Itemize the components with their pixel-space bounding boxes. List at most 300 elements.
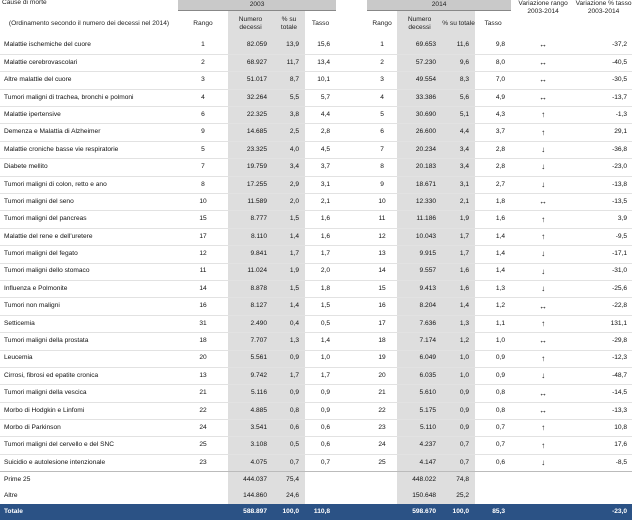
table-row	[0, 37, 632, 54]
rank-change-arrow-icon: ↔	[511, 54, 575, 71]
cell-cause: Morbo di Hodgkin e Linfomi	[0, 402, 178, 419]
cell-rank-2003: 3	[178, 72, 228, 89]
cell-var-tasso: -17,1	[575, 246, 632, 263]
cell-rank-2003: 5	[178, 141, 228, 158]
cell-numero-2003: 8.878	[228, 280, 273, 297]
cell-cause: Tumori maligni del fegato	[0, 246, 178, 263]
cell-tasso-2003: 4,5	[305, 141, 336, 158]
cell-rank-2003: 25	[178, 437, 228, 454]
cell-pct-2003: 4,0	[273, 141, 305, 158]
cell-tasso-2003: 5,7	[305, 89, 336, 106]
cell-tasso-2014: 4,9	[475, 89, 511, 106]
cell-rank-2014: 15	[367, 280, 397, 297]
summary-p14: 25,2	[442, 488, 475, 504]
cell-pct-2014: 5,6	[442, 89, 475, 106]
header-year-2014: 2014	[367, 0, 511, 11]
cell-numero-2003: 8.127	[228, 298, 273, 315]
cell-tasso-2014: 0,7	[475, 437, 511, 454]
cell-var-tasso: -37,2	[575, 37, 632, 54]
header-rango-2003: Rango	[193, 19, 213, 27]
cell-cause: Altre malattie del cuore	[0, 72, 178, 89]
cell-rank-2003: 6	[178, 107, 228, 124]
header-rango-2014: Rango	[372, 19, 392, 27]
rank-change-arrow-icon: ↑	[511, 350, 575, 367]
rank-change-arrow-icon: ↔	[511, 402, 575, 419]
cell-numero-2003: 22.325	[228, 107, 273, 124]
cell-rank-2003: 2	[178, 54, 228, 71]
cell-numero-2003: 14.685	[228, 124, 273, 141]
cell-rank-2003: 13	[178, 367, 228, 384]
rank-change-arrow-icon: ↔	[511, 72, 575, 89]
total-label: Totale	[0, 504, 178, 520]
cell-numero-2014: 9.557	[397, 263, 442, 280]
cell-rank-2003: 15	[178, 211, 228, 228]
total-n03: 588.897	[228, 504, 273, 520]
rank-change-arrow-icon: ↑	[511, 420, 575, 437]
cell-numero-2003: 68.927	[228, 54, 273, 71]
cell-tasso-2003: 1,6	[305, 211, 336, 228]
cell-pct-2014: 3,1	[442, 176, 475, 193]
rank-change-arrow-icon: ↔	[511, 298, 575, 315]
rank-change-arrow-icon: ↔	[511, 89, 575, 106]
cell-numero-2003: 23.325	[228, 141, 273, 158]
total-n14: 598.670	[397, 504, 442, 520]
cell-rank-2003: 12	[178, 246, 228, 263]
header-numero-2003: Numero decessi	[228, 11, 273, 38]
total-t03: 110,8	[305, 504, 336, 520]
cell-tasso-2014: 8,0	[475, 54, 511, 71]
cell-var-tasso: -13,8	[575, 176, 632, 193]
table-row	[0, 367, 632, 384]
cell-var-tasso: -12,3	[575, 350, 632, 367]
cell-rank-2003: 16	[178, 298, 228, 315]
table-row	[0, 385, 632, 402]
cell-numero-2014: 4.237	[397, 437, 442, 454]
cell-var-tasso: 10,8	[575, 420, 632, 437]
cell-rank-2014: 2	[367, 54, 397, 71]
cell-tasso-2003: 13,4	[305, 54, 336, 71]
cell-numero-2003: 11.024	[228, 263, 273, 280]
cell-var-tasso: 3,9	[575, 211, 632, 228]
cell-tasso-2003: 1,7	[305, 367, 336, 384]
cell-cause: Morbo di Parkinson	[0, 420, 178, 437]
rank-change-arrow-icon: ↔	[511, 37, 575, 54]
cell-pct-2003: 1,5	[273, 211, 305, 228]
cell-pct-2014: 1,7	[442, 246, 475, 263]
cell-pct-2003: 0,9	[273, 350, 305, 367]
summary-n03: 144.860	[228, 488, 273, 504]
cell-tasso-2014: 0,9	[475, 350, 511, 367]
table-row	[0, 437, 632, 454]
cell-tasso-2014: 1,1	[475, 315, 511, 332]
table-row	[0, 211, 632, 228]
summary-p03: 24,6	[273, 488, 305, 504]
cell-pct-2003: 5,5	[273, 89, 305, 106]
cell-tasso-2003: 1,5	[305, 298, 336, 315]
cell-numero-2003: 17.255	[228, 176, 273, 193]
cell-rank-2014: 24	[367, 437, 397, 454]
cell-cause: Tumori maligni di trachea, bronchi e polmoni	[0, 89, 178, 106]
cell-pct-2014: 1,0	[442, 367, 475, 384]
cell-pct-2003: 2,5	[273, 124, 305, 141]
rank-change-arrow-icon: ↓	[511, 159, 575, 176]
cell-rank-2003: 4	[178, 89, 228, 106]
cell-numero-2014: 6.035	[397, 367, 442, 384]
cell-cause: Tumori maligni della vescica	[0, 385, 178, 402]
cell-tasso-2014: 1,4	[475, 263, 511, 280]
cell-numero-2014: 11.186	[397, 211, 442, 228]
table-row	[0, 54, 632, 71]
cell-pct-2003: 1,5	[273, 280, 305, 297]
cell-pct-2003: 1,7	[273, 246, 305, 263]
cell-tasso-2014: 0,8	[475, 385, 511, 402]
rank-change-arrow-icon: ↑	[511, 107, 575, 124]
cell-var-tasso: -13,3	[575, 402, 632, 419]
cell-rank-2014: 25	[367, 454, 397, 471]
cell-var-tasso: 131,1	[575, 315, 632, 332]
header-numero-2014: Numero decessi	[397, 11, 442, 38]
cell-var-tasso: -23,0	[575, 159, 632, 176]
cell-tasso-2003: 1,0	[305, 350, 336, 367]
cell-rank-2014: 6	[367, 124, 397, 141]
summary-label: Altre	[4, 491, 18, 499]
total-p03: 100,0	[273, 504, 305, 520]
cell-numero-2014: 10.043	[397, 228, 442, 245]
rank-change-arrow-icon: ↓	[511, 454, 575, 471]
cell-numero-2003: 2.490	[228, 315, 273, 332]
cell-rank-2014: 12	[367, 228, 397, 245]
cell-pct-2014: 5,1	[442, 107, 475, 124]
table-row	[0, 194, 632, 211]
table-row	[0, 420, 632, 437]
cell-numero-2003: 5.561	[228, 350, 273, 367]
cell-pct-2014: 1,4	[442, 298, 475, 315]
total-t14: 85,3	[475, 504, 511, 520]
cell-numero-2003: 9.841	[228, 246, 273, 263]
cell-tasso-2003: 1,8	[305, 280, 336, 297]
cell-tasso-2003: 0,9	[305, 385, 336, 402]
cell-tasso-2014: 1,2	[475, 298, 511, 315]
cell-tasso-2003: 15,6	[305, 37, 336, 54]
cell-var-tasso: -13,7	[575, 89, 632, 106]
cell-pct-2003: 8,7	[273, 72, 305, 89]
cell-tasso-2003: 3,7	[305, 159, 336, 176]
rank-change-arrow-icon: ↑	[511, 124, 575, 141]
cell-tasso-2003: 1,6	[305, 228, 336, 245]
cell-numero-2003: 19.759	[228, 159, 273, 176]
table-row	[0, 315, 632, 332]
cell-rank-2003: 20	[178, 350, 228, 367]
cell-numero-2014: 20.234	[397, 141, 442, 158]
cell-pct-2014: 1,2	[442, 333, 475, 350]
cell-numero-2014: 6.049	[397, 350, 442, 367]
cell-numero-2014: 7.174	[397, 333, 442, 350]
cell-var-tasso: -40,5	[575, 54, 632, 71]
table-row	[0, 72, 632, 89]
cell-pct-2003: 3,8	[273, 107, 305, 124]
cell-numero-2003: 32.264	[228, 89, 273, 106]
cell-numero-2003: 51.017	[228, 72, 273, 89]
cell-pct-2003: 1,3	[273, 333, 305, 350]
cell-numero-2003: 3.108	[228, 437, 273, 454]
cell-tasso-2014: 3,7	[475, 124, 511, 141]
cell-rank-2014: 20	[367, 367, 397, 384]
cell-pct-2003: 2,0	[273, 194, 305, 211]
table-row	[0, 124, 632, 141]
cell-cause: Influenza e Polmonite	[0, 280, 178, 297]
cell-pct-2014: 2,1	[442, 194, 475, 211]
cell-rank-2003: 14	[178, 280, 228, 297]
table-row	[0, 228, 632, 245]
cell-cause: Malattie ischemiche del cuore	[0, 37, 178, 54]
cell-pct-2014: 11,6	[442, 37, 475, 54]
cell-rank-2014: 5	[367, 107, 397, 124]
cell-pct-2014: 9,6	[442, 54, 475, 71]
cell-rank-2003: 31	[178, 315, 228, 332]
cell-tasso-2014: 0,9	[475, 367, 511, 384]
cell-cause: Diabete mellito	[0, 159, 178, 176]
cell-rank-2014: 8	[367, 159, 397, 176]
cell-tasso-2014: 1,3	[475, 280, 511, 297]
cell-cause: Malattie ipertensive	[0, 107, 178, 124]
cell-pct-2014: 0,7	[442, 454, 475, 471]
cell-tasso-2014: 1,4	[475, 228, 511, 245]
rank-change-arrow-icon: ↓	[511, 280, 575, 297]
cell-tasso-2003: 1,7	[305, 246, 336, 263]
cell-rank-2003: 9	[178, 124, 228, 141]
cell-var-tasso: -30,5	[575, 72, 632, 89]
cell-numero-2003: 8.110	[228, 228, 273, 245]
cell-numero-2014: 9.413	[397, 280, 442, 297]
rank-change-arrow-icon: ↓	[511, 141, 575, 158]
rank-change-arrow-icon: ↑	[511, 211, 575, 228]
cell-numero-2014: 57.230	[397, 54, 442, 71]
cell-rank-2003: 10	[178, 194, 228, 211]
cell-rank-2014: 18	[367, 333, 397, 350]
cell-tasso-2003: 4,4	[305, 107, 336, 124]
summary-label: Prime 25	[4, 475, 31, 483]
cell-rank-2014: 14	[367, 263, 397, 280]
table-row	[0, 89, 632, 106]
cell-rank-2003: 18	[178, 333, 228, 350]
cell-numero-2014: 12.330	[397, 194, 442, 211]
cell-pct-2003: 0,7	[273, 454, 305, 471]
cell-rank-2014: 16	[367, 298, 397, 315]
cell-tasso-2014: 7,0	[475, 72, 511, 89]
cell-numero-2014: 26.600	[397, 124, 442, 141]
cell-rank-2014: 22	[367, 402, 397, 419]
cell-tasso-2014: 2,8	[475, 141, 511, 158]
cell-pct-2014: 1,9	[442, 211, 475, 228]
cell-pct-2014: 1,0	[442, 350, 475, 367]
cell-pct-2003: 0,5	[273, 437, 305, 454]
cell-tasso-2014: 2,8	[475, 159, 511, 176]
header-year-2003: 2003	[178, 0, 336, 11]
summary-n14: 448.022	[397, 472, 442, 489]
cell-var-tasso: -25,6	[575, 280, 632, 297]
cell-var-tasso: -31,0	[575, 263, 632, 280]
table-row	[0, 263, 632, 280]
cell-var-tasso: -8,5	[575, 454, 632, 471]
cell-numero-2003: 11.589	[228, 194, 273, 211]
cell-rank-2003: 17	[178, 228, 228, 245]
cell-cause: Tumori maligni del cervello e del SNC	[0, 437, 178, 454]
cell-pct-2003: 0,4	[273, 315, 305, 332]
summary-p14: 74,8	[442, 472, 475, 489]
table-row	[0, 280, 632, 297]
cell-numero-2003: 82.059	[228, 37, 273, 54]
cell-pct-2003: 1,4	[273, 298, 305, 315]
rank-change-arrow-icon: ↓	[511, 246, 575, 263]
header-tasso-2014: Tasso	[484, 19, 502, 27]
header-var-rango: Variazione rango 2003-2014	[518, 0, 568, 15]
cell-numero-2003: 4.075	[228, 454, 273, 471]
cell-tasso-2014: 4,3	[475, 107, 511, 124]
cell-tasso-2014: 0,6	[475, 454, 511, 471]
cell-rank-2014: 23	[367, 420, 397, 437]
cell-pct-2003: 11,7	[273, 54, 305, 71]
cell-pct-2003: 0,6	[273, 420, 305, 437]
cell-pct-2014: 4,4	[442, 124, 475, 141]
cell-rank-2014: 7	[367, 141, 397, 158]
cell-tasso-2003: 0,5	[305, 315, 336, 332]
cell-var-tasso: 29,1	[575, 124, 632, 141]
cell-tasso-2014: 1,8	[475, 194, 511, 211]
cell-cause: Malattie croniche basse vie respiratorie	[0, 141, 178, 158]
cell-pct-2014: 0,9	[442, 420, 475, 437]
summary-row-totale	[0, 504, 632, 520]
cell-numero-2014: 33.386	[397, 89, 442, 106]
header-cause-title: Cause di morte	[2, 0, 47, 6]
rank-change-arrow-icon: ↔	[511, 194, 575, 211]
cell-pct-2014: 1,7	[442, 228, 475, 245]
cell-cause: Tumori maligni di colon, retto e ano	[0, 176, 178, 193]
table-row	[0, 246, 632, 263]
cell-numero-2014: 5.610	[397, 385, 442, 402]
summary-n14: 150.648	[397, 488, 442, 504]
summary-n03: 444.037	[228, 472, 273, 489]
cell-numero-2014: 7.636	[397, 315, 442, 332]
cell-tasso-2014: 0,8	[475, 402, 511, 419]
cell-numero-2003: 9.742	[228, 367, 273, 384]
cell-tasso-2014: 2,7	[475, 176, 511, 193]
cell-rank-2003: 8	[178, 176, 228, 193]
cell-numero-2014: 20.183	[397, 159, 442, 176]
cell-tasso-2014: 9,8	[475, 37, 511, 54]
cell-tasso-2003: 2,0	[305, 263, 336, 280]
cell-numero-2014: 30.690	[397, 107, 442, 124]
total-p14: 100,0	[442, 504, 475, 520]
cell-tasso-2003: 0,6	[305, 437, 336, 454]
cell-numero-2014: 4.147	[397, 454, 442, 471]
cell-rank-2014: 19	[367, 350, 397, 367]
cell-rank-2014: 13	[367, 246, 397, 263]
cell-cause: Malattie cerebrovascolari	[0, 54, 178, 71]
summary-row-prime25	[0, 472, 632, 489]
cell-rank-2014: 21	[367, 385, 397, 402]
cell-numero-2014: 9.915	[397, 246, 442, 263]
cell-pct-2014: 1,6	[442, 280, 475, 297]
table-row	[0, 454, 632, 471]
rank-change-arrow-icon: ↔	[511, 385, 575, 402]
cell-tasso-2003: 0,9	[305, 402, 336, 419]
cell-pct-2003: 1,7	[273, 367, 305, 384]
header-tasso-2003: Tasso	[311, 19, 330, 27]
rank-change-arrow-icon: ↑	[511, 315, 575, 332]
cell-rank-2014: 17	[367, 315, 397, 332]
cell-tasso-2014: 1,6	[475, 211, 511, 228]
cell-numero-2003: 5.116	[228, 385, 273, 402]
cell-pct-2003: 1,9	[273, 263, 305, 280]
header-pct-2014: % su totale	[442, 11, 475, 38]
rank-change-arrow-icon: ↑	[511, 437, 575, 454]
cell-rank-2014: 11	[367, 211, 397, 228]
rank-change-arrow-icon: ↑	[511, 228, 575, 245]
cell-pct-2014: 0,7	[442, 437, 475, 454]
cell-cause: Suicidio e autolesione intenzionale	[0, 454, 178, 471]
table-row	[0, 333, 632, 350]
cell-cause: Tumori maligni della prostata	[0, 333, 178, 350]
cell-cause: Tumori maligni dello stomaco	[0, 263, 178, 280]
cell-tasso-2014: 1,0	[475, 333, 511, 350]
cell-pct-2003: 2,9	[273, 176, 305, 193]
cell-pct-2003: 0,9	[273, 385, 305, 402]
rank-change-arrow-icon: ↓	[511, 263, 575, 280]
cell-var-tasso: -13,5	[575, 194, 632, 211]
rank-change-arrow-icon: ↔	[511, 333, 575, 350]
cell-rank-2014: 3	[367, 72, 397, 89]
cell-pct-2014: 1,6	[442, 263, 475, 280]
cell-tasso-2003: 0,6	[305, 420, 336, 437]
cell-var-tasso: -1,3	[575, 107, 632, 124]
cell-rank-2003: 23	[178, 454, 228, 471]
cell-numero-2014: 8.204	[397, 298, 442, 315]
cell-rank-2003: 22	[178, 402, 228, 419]
cell-numero-2003: 3.541	[228, 420, 273, 437]
cell-pct-2014: 8,3	[442, 72, 475, 89]
cell-rank-2003: 21	[178, 385, 228, 402]
cell-var-tasso: 17,6	[575, 437, 632, 454]
cell-tasso-2003: 0,7	[305, 454, 336, 471]
cell-pct-2003: 1,4	[273, 228, 305, 245]
cell-cause: Tumori non maligni	[0, 298, 178, 315]
cell-rank-2003: 7	[178, 159, 228, 176]
cell-pct-2003: 13,9	[273, 37, 305, 54]
cell-rank-2014: 9	[367, 176, 397, 193]
cell-var-tasso: -36,8	[575, 141, 632, 158]
cell-rank-2003: 11	[178, 263, 228, 280]
table-row	[0, 176, 632, 193]
cell-pct-2003: 0,8	[273, 402, 305, 419]
header-pct-2003: % su totale	[273, 11, 305, 38]
cell-pct-2014: 3,4	[442, 141, 475, 158]
cell-rank-2003: 24	[178, 420, 228, 437]
cell-tasso-2003: 10,1	[305, 72, 336, 89]
table-body	[0, 37, 632, 472]
cell-numero-2003: 4.885	[228, 402, 273, 419]
cell-pct-2014: 3,4	[442, 159, 475, 176]
table-row	[0, 402, 632, 419]
cell-tasso-2003: 1,4	[305, 333, 336, 350]
cell-rank-2014: 4	[367, 89, 397, 106]
cell-pct-2003: 3,4	[273, 159, 305, 176]
cell-cause: Tumori maligni del seno	[0, 194, 178, 211]
cell-tasso-2003: 2,8	[305, 124, 336, 141]
cell-tasso-2003: 3,1	[305, 176, 336, 193]
cell-numero-2003: 8.777	[228, 211, 273, 228]
cell-cause: Demenza e Malattia di Alzheimer	[0, 124, 178, 141]
cell-rank-2014: 1	[367, 37, 397, 54]
